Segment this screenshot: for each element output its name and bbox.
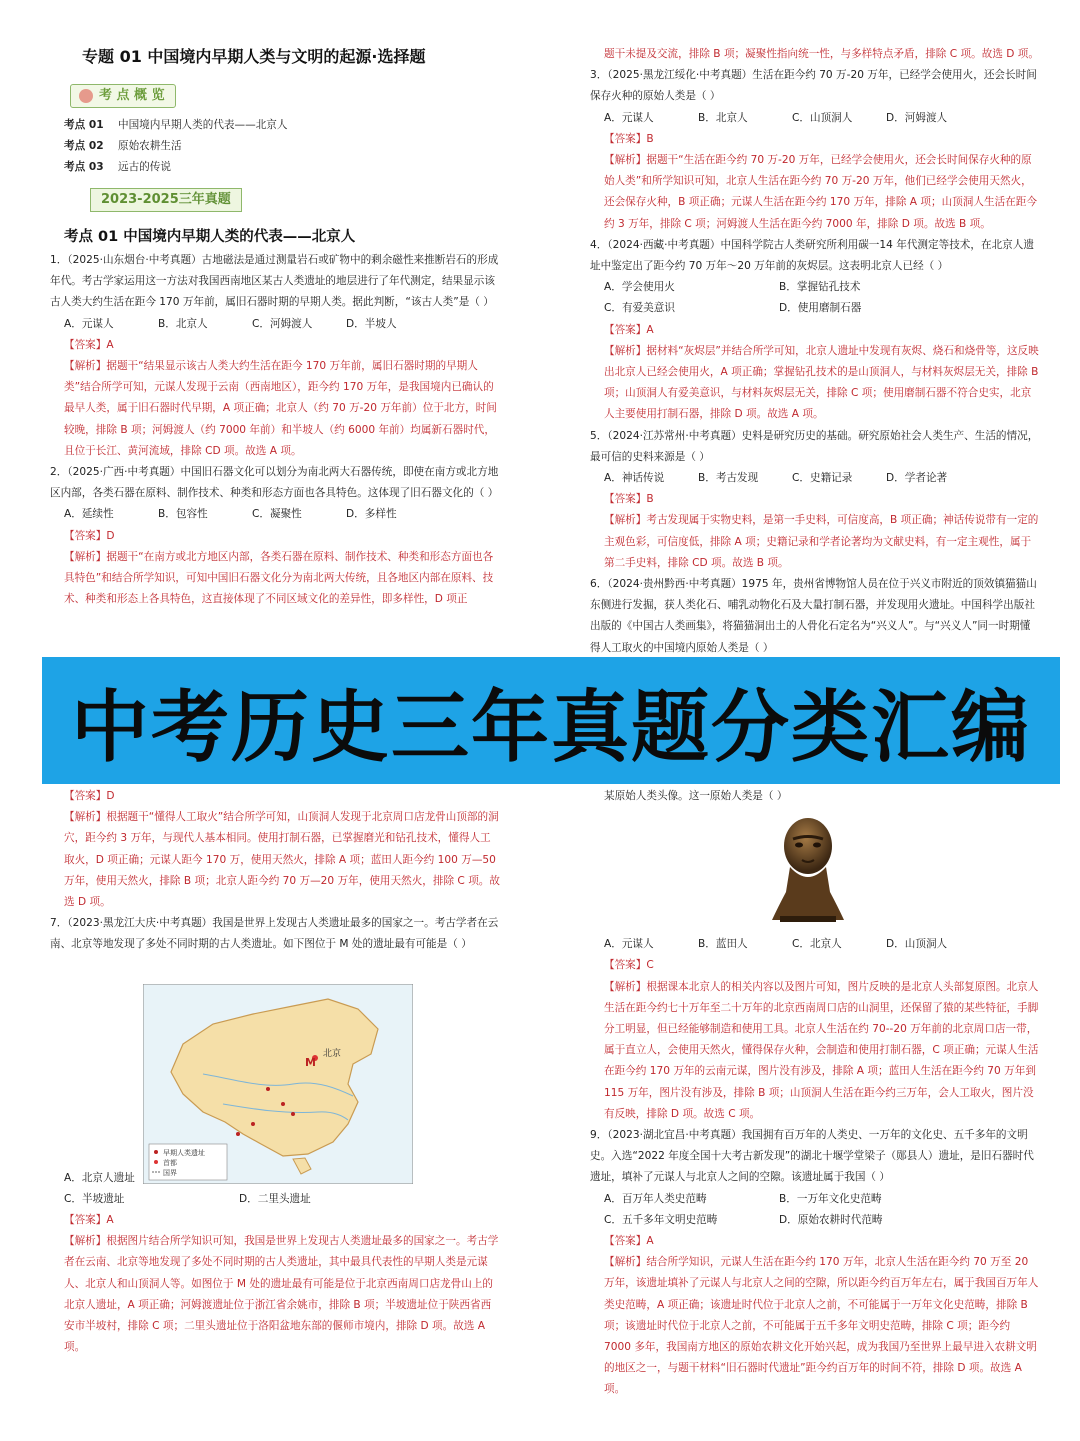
q6-explanation: 【解析】根据题干“懂得人工取火”结合所学可知，山顶洞人发现于北京周口店龙骨山顶部的洞穴，距今约 3 万年，与现代人基本相同。使用打制石器，已掌握磨光和钻孔技术，懂得人工取火，D 项正确；元谋人距今 170 万，使用天然火，排除 A 项；蓝田人距今约 100 万—50 万年，使用天然火，排除 B 项；北京人距今约 70 万—20 万年，使用天然火，排除 C 项。故选 D 项。 [64, 811, 500, 909]
q7-explanation: 【解析】根据图片结合所学知识可知，我国是世界上发现古人类遗址最多的国家之一。考古学者在云南、北京等地发现了多处不同时期的古人类遗址，其中最具代表性的早期人类是元谋人、北京人和山顶洞人等。如图位于 M 处的遗址最有可能是位于北京西南周口店龙骨山上的北京人遗址，A 项正确；河姆渡遗址位于浙江省余姚市，排除 B 项；半坡遗址位于陕西省西安市半坡村，排除 C 项；二里头遗址位于洛阳盆地东部的偃师市境内，排除 D 项。故选 A 项。 [64, 1235, 499, 1354]
q8-explanation: 【解析】根据课本北京人的相关内容以及图片可知，图片反映的是北京人头部复原图。北京人生活在距今约七十万年至二十万年的北京西南周口店的山洞里，还保留了猿的某些特征，手脚分工明显，但已经能够制造和使用工具。北京人生活在约 70--20 万年前的北京周口店一带，属于直立人，会使用天然火，懂得保存火种，会制造和使用打制石器，C 项正确；元谋人生活在距今约 170 万年的云南元谋，图片没有涉及，排除 A 项；蓝田人生活在距今约 70 万年到 115 万年，图片没有涉及，排除 B 项；山顶洞人生活在距今约三万年，会人工取火，图片没有反映，排除 D 项。故选 C 项。 [604, 980, 1039, 1120]
q9-answer: 【答案】A [604, 1235, 654, 1248]
q7-answer: 【答案】A [64, 1214, 114, 1227]
legend-item: 国界 [163, 1169, 177, 1177]
question-1: 1．（2025·山东烟台·中考真题）古地磁法是通过测量岩石或矿物中的剩余磁性来推断岩石的形成年代。考古学家运用这一方法对我国西南地区某古人类遗址的地层进行了年代测定，结果显示该古人类大约生活在距今 170 万年前，属旧石器时期的早期人类。据此判断，“该古人类”是（ ） [50, 254, 499, 309]
site-marker [251, 1122, 255, 1126]
question-6: 6．（2024·贵州黔西·中考真题）1975 年，贵州省博物馆人员在位于兴义市附近的顶效镇猫猫山东侧进行发掘，获人类化石、哺乳动物化石及大量打制石器，并发现用火遗址。中国科学出版社出版的《中国古人类画集》，将猫猫洞出土的人骨化石定名为“兴义人”。与“兴义人”同一时期懂得人工取火的中国境内原始人类是（ ） [590, 578, 1037, 654]
q2-options: A．延续性 B．包容性 C．凝聚性 D．多样性 [64, 508, 397, 521]
q8-answer: 【答案】C [604, 959, 654, 972]
question-8-tail: 某原始人类头像。这一原始人类是（ ） [604, 790, 788, 802]
right-column-upper [590, 44, 1040, 659]
q2-answer: 【答案】D [64, 529, 115, 542]
site-marker [291, 1112, 295, 1116]
q5-explanation: 【解析】考古发现属于实物史料，是第一手史料，可信度高，B 项正确；神话传说带有一定的主观色彩，可信度低，排除 A 项；史籍记录和学者论著均为文献史料，有一定主观性，属于第二手史料，排除 CD 项。故选 B 项。 [604, 514, 1039, 569]
peking-man-bust-image [768, 812, 848, 924]
flower-icon [79, 89, 93, 103]
title-banner [42, 657, 1060, 784]
question-7: 7．（2023·黑龙江大庆·中考真题）我国是世界上发现古人类遗址最多的国家之一。考古学者在云南、北京等地发现了多处不同时期的古人类遗址。如下图位于 M 处的遗址最有可能是（ ） [50, 917, 499, 951]
q5-answer: 【答案】B [604, 493, 654, 506]
q2-explanation: 【解析】据题干“在南方或北方地区内部，各类石器在原料、制作技术、种类和形态方面也各具特色”和结合所学知识，可知中国旧石器文化分为南北两大传统，且各地区内部在原料、技术、种类和形态上各具特色，这直接体现了不同区域文化的差异性，即多样性，D 项正 [64, 550, 494, 606]
point-item: 考点 03 远古的传说 [64, 161, 171, 173]
question-3: 3．（2025·黑龙江绥化·中考真题）生活在距今约 70 万-20 万年，已经学会使用火，还会长时间保存火种的原始人类是（ ） [590, 69, 1037, 103]
exam-years-badge: 2023-2025三年真题 [90, 188, 242, 212]
page-title: 专题 01 中国境内早期人类与文明的起源·选择题 [82, 47, 426, 66]
legend-item: 首都 [163, 1159, 177, 1167]
left-column-upper [50, 250, 500, 610]
q8-options: A．元谋人 B．蓝田人 C．北京人 D．山顶洞人 [604, 938, 948, 951]
q4-answer: 【答案】A [604, 323, 654, 336]
site-marker [266, 1087, 270, 1091]
china-map-figure [143, 984, 413, 1184]
legend-item: 早期人类遗址 [163, 1149, 205, 1157]
q1-options: A．元谋人 B．北京人 C．河姆渡人 D．半坡人 [64, 317, 397, 330]
question-5: 5．（2024·江苏常州·中考真题）史料是研究历史的基础。研究原始社会人类生产、生活的情况，最可信的史料来源是（ ） [590, 429, 1039, 463]
q1-explanation: 【解析】据题干“结果显示该古人类大约生活在距今 170 万年前，属旧石器时期的早期人类”结合所学可知，元谋人发现于云南（西南地区），距今约 170 万年，是我国境内已确认的最早人类，属于旧石器时代早期，A 项正确；北京人（约 70 万-20 万年前）位于北方，时间较晚，排除 B 项；河姆渡人（约 7000 年前）和半坡人（约 6000 年前）均属新石器时代，且位于长江、黄河流域，排除 CD 项。故选 A 项。 [64, 360, 497, 457]
q4-explanation: 【解析】据材料“灰烬层”并结合所学可知，北京人遗址中发现有灰烬、烧石和烧骨等，这反映出北京人已经会使用火，A 项正确；掌握钻孔技术的是山顶洞人，与材料灰烬层无关，排除 B 项；山顶洞人有爱美意识，与材料灰烬层无关，排除 C 项；使用磨制石器不符合史实，北京人主要使用打制石器，排除 D 项。故选 A 项。 [604, 344, 1039, 421]
q1-answer: 【答案】A [64, 338, 114, 351]
banner-text: 中考历史三年真题分类汇编 [70, 682, 1031, 773]
q2-explanation-tail: 题干未提及交流，排除 B 项；凝聚性指向统一性，与多样特点矛盾，排除 C 项。故选 D 项。 [604, 48, 1039, 60]
point-item: 考点 01 中国境内早期人类的代表——北京人 [64, 119, 288, 131]
site-marker [281, 1102, 285, 1106]
question-2: 2．（2025·广西·中考真题）中国旧石器文化可以划分为南北两大石器传统，即使在南方或北方地区内部，各类石器在原料、制作技术、种类和形态方面也各具特色。这体现了旧石器文化的（ ） [50, 466, 499, 500]
section-heading: 考点 01 中国境内早期人类的代表——北京人 [64, 229, 356, 245]
q5-options: A．神话传说 B．考古发现 C．史籍记录 D．学者论著 [604, 472, 948, 485]
q9-options: A．百万年人类史范畴 B．一万年文化史范畴 C．五千多年文明史范畴 D．原始农耕时代范畴 [604, 1192, 883, 1226]
q4-options: A．学会使用火 B．掌握钻孔技术 C．有爱美意识 D．使用磨制石器 [604, 281, 862, 315]
question-9: 9．（2023·湖北宜昌·中考真题）我国拥有百万年的人类史、一万年的文化史、五千多年的文明史。入选“2022 年度全国十大考古新发现”的湖北十堰学堂梁子（郧县人）遗址，是旧石器时代遗址，填补了元谋人与北京人之间的空隙。该遗址属于我国（ ） [590, 1129, 1034, 1184]
q9-explanation: 【解析】结合所学知识，元谋人生活在距今约 170 万年，北京人生活在距今约 70 万至 20 万年，该遗址填补了元谋人与北京人之间的空隙，所以距今约百万年左右，属于我国百万年人类史范畴，A 项正确；该遗址时代位于北京人之前，不可能属于一万年文化史范畴，排除 B 项；该遗址时代位于北京人之前，不可能属于五千多年文明史范畴，排除 C 项；距今约 7000 多年，我国南方地区的原始农耕文化开始兴起，成为我国乃至世界上最早进入农耕文明的地区之一，与题干材料“旧石器时代遗址”距今约百万年的时间不符，排除 D 项。故选 A 项。 [604, 1256, 1039, 1396]
map-m-marker: M [305, 1056, 316, 1069]
q3-options: A．元谋人 B．北京人 C．山顶洞人 D．河姆渡人 [604, 111, 948, 124]
q6-answer: 【答案】D [64, 790, 115, 802]
overview-badge-label: 考 点 概 览 [99, 88, 165, 103]
q3-answer: 【答案】B [604, 132, 654, 145]
q3-explanation: 【解析】据题干“生活在距今约 70 万-20 万年，已经学会使用火，还会长时间保存火种的原始人类”和所学知识可知，北京人生活在距今约 70 万-20 万年，他们已经学会使用天然火，还会保存火种，B 项正确；元谋人生活在距今约 170 万年，排除 A 项；山顶洞人生活在距今约 3 万年，排除 C 项；河姆渡人生活在距今约 7000 年，排除 D 项。故选 B 项。 [604, 154, 1037, 230]
point-item: 考点 02 原始农耕生活 [64, 140, 182, 152]
map-city-label: 北京 [323, 1049, 342, 1059]
question-4: 4．（2024·西藏·中考真题）中国科学院古人类研究所利用碳一14 年代测定等技术，在北京人遗址中鉴定出了距今约 70 万年～20 万年前的灰烬层。这表明北京人已经（ ） [590, 238, 1034, 273]
overview-badge [70, 84, 176, 108]
site-marker [236, 1132, 240, 1136]
q7-options: A．北京人遗址 C．半坡遗址 D．二里头遗址 [64, 1171, 311, 1205]
